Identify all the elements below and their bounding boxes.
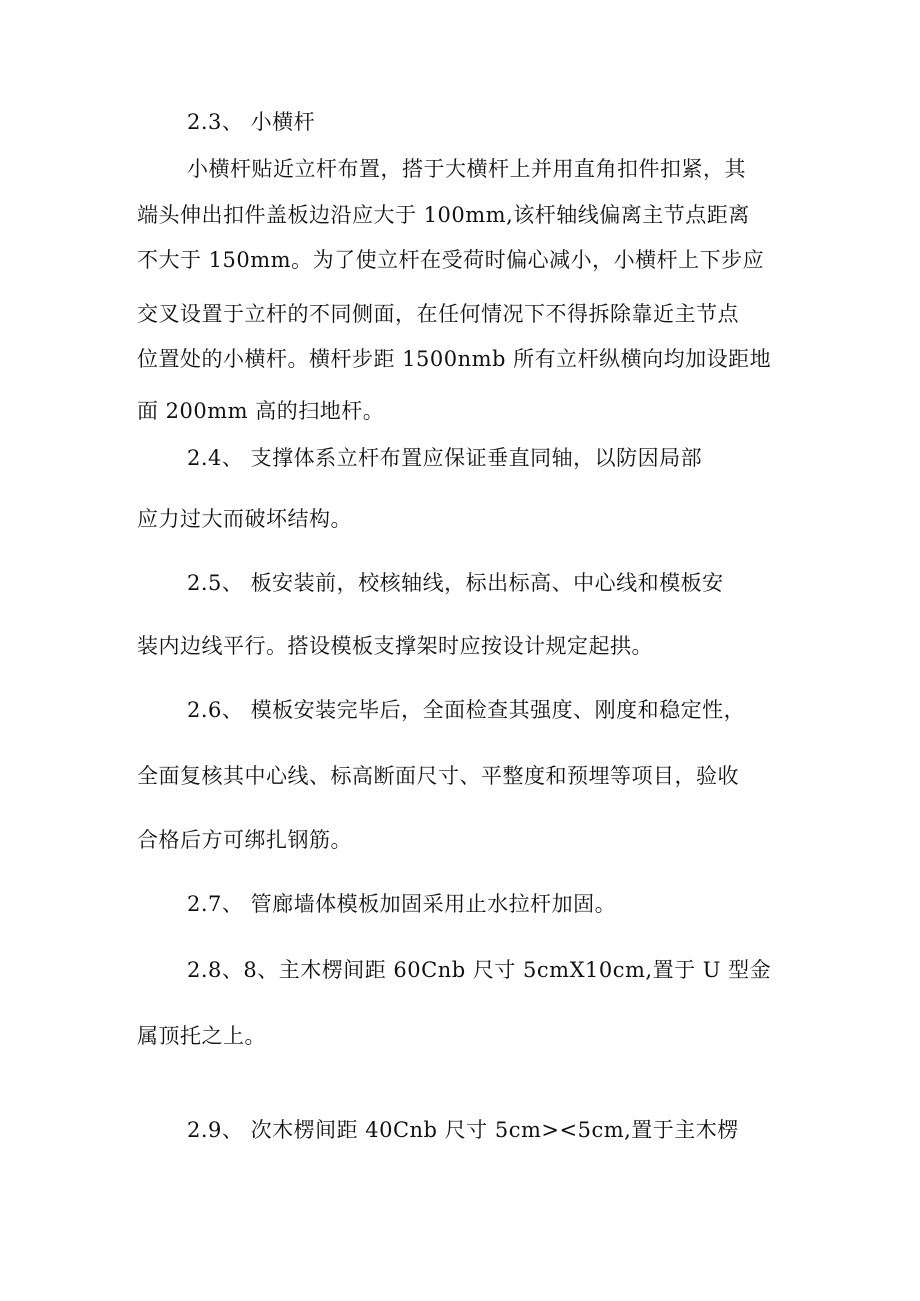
paragraph-line: 合格后方可绑扎钢筋。	[137, 828, 352, 852]
paragraph-line: 面 200mm 高的扫地杆。	[137, 399, 385, 423]
paragraph-line: 应力过大而破坏结构。	[137, 507, 352, 531]
paragraph-line: 位置处的小横杆。横杆步距 1500nmb 所有立杆纵横向均加设距地	[137, 347, 772, 371]
section-heading-2-3: 2.3、 小横杆	[187, 110, 316, 134]
paragraph-line: 装内边线平行。搭设模板支撑架时应按设计规定起拱。	[137, 634, 653, 658]
paragraph-line: 不大于 150mm。为了使立杆在受荷时偏心减小，小横杆上下步应	[137, 248, 765, 272]
paragraph-line: 全面复核其中心线、标高断面尺寸、平整度和预埋等项目，验收	[137, 764, 739, 788]
paragraph-line: 交叉设置于立杆的不同侧面，在任何情况下不得拆除靠近主节点	[137, 302, 739, 326]
section-2-8: 2.8、8、主木楞间距 60Cnb 尺寸 5cmX10cm,置于 U 型金	[187, 958, 772, 982]
section-2-7: 2.7、 管廊墙体模板加固采用止水拉杆加固。	[187, 892, 617, 916]
section-2-5: 2.5、 板安装前，校核轴线，标出标高、中心线和模板安	[187, 571, 724, 595]
section-2-4: 2.4、 支撑体系立杆布置应保证垂直同轴，以防因局部	[187, 446, 703, 470]
section-2-6: 2.6、 模板安装完毕后，全面检查其强度、刚度和稳定性，	[187, 698, 746, 722]
paragraph-line: 属顶托之上。	[137, 1024, 266, 1048]
section-2-9: 2.9、 次木楞间距 40Cnb 尺寸 5cm><5cm,置于主木楞	[187, 1118, 739, 1142]
paragraph-line: 小横杆贴近立杆布置，搭于大横杆上并用直角扣件扣紧，其	[187, 157, 746, 181]
paragraph-line: 端头伸出扣件盖板边沿应大于 100mm,该杆轴线偏离主节点距离	[137, 203, 750, 227]
